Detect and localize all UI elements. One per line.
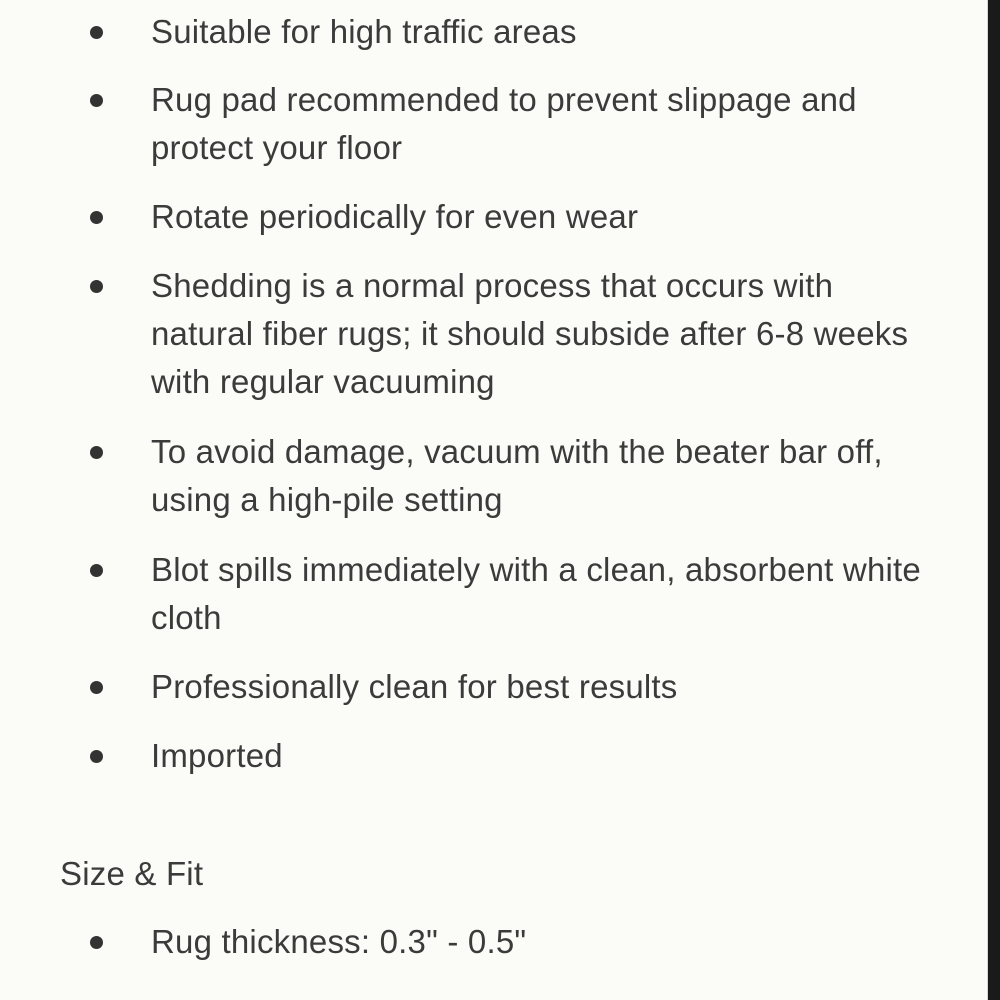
bullet-icon: [90, 211, 103, 224]
list-item-text: Suitable for high traffic areas: [151, 13, 577, 50]
list-item-text: Rotate periodically for even wear: [151, 198, 639, 235]
bullet-icon: [90, 26, 103, 39]
bullet-icon: [90, 446, 103, 459]
list-item-text: To avoid damage, vacuum with the beater bar off, using a high-pile setting: [151, 433, 883, 518]
list-item-text: Imported: [151, 737, 283, 774]
list-item-text: Rug pad recommended to prevent slippage and protect your floor: [151, 81, 857, 166]
window-edge: [988, 0, 1000, 1000]
bullet-icon: [90, 681, 103, 694]
bullet-icon: [90, 94, 103, 107]
list-item-text: Blot spills immediately with a clean, absorbent white cloth: [151, 551, 921, 636]
list-item-text: Professionally clean for best results: [151, 668, 678, 705]
size-fit-heading: Size & Fit: [60, 855, 204, 892]
list-item-text: Shedding is a normal process that occurs with natural fiber rugs; it should subside after 6-8 weeks with regular vacuuming: [151, 267, 909, 400]
bullet-icon: [90, 936, 103, 949]
bullet-icon: [90, 750, 103, 763]
bullet-icon: [90, 564, 103, 577]
list-item-text: Rug thickness: 0.3" - 0.5": [151, 923, 527, 960]
bullet-icon: [90, 280, 103, 293]
